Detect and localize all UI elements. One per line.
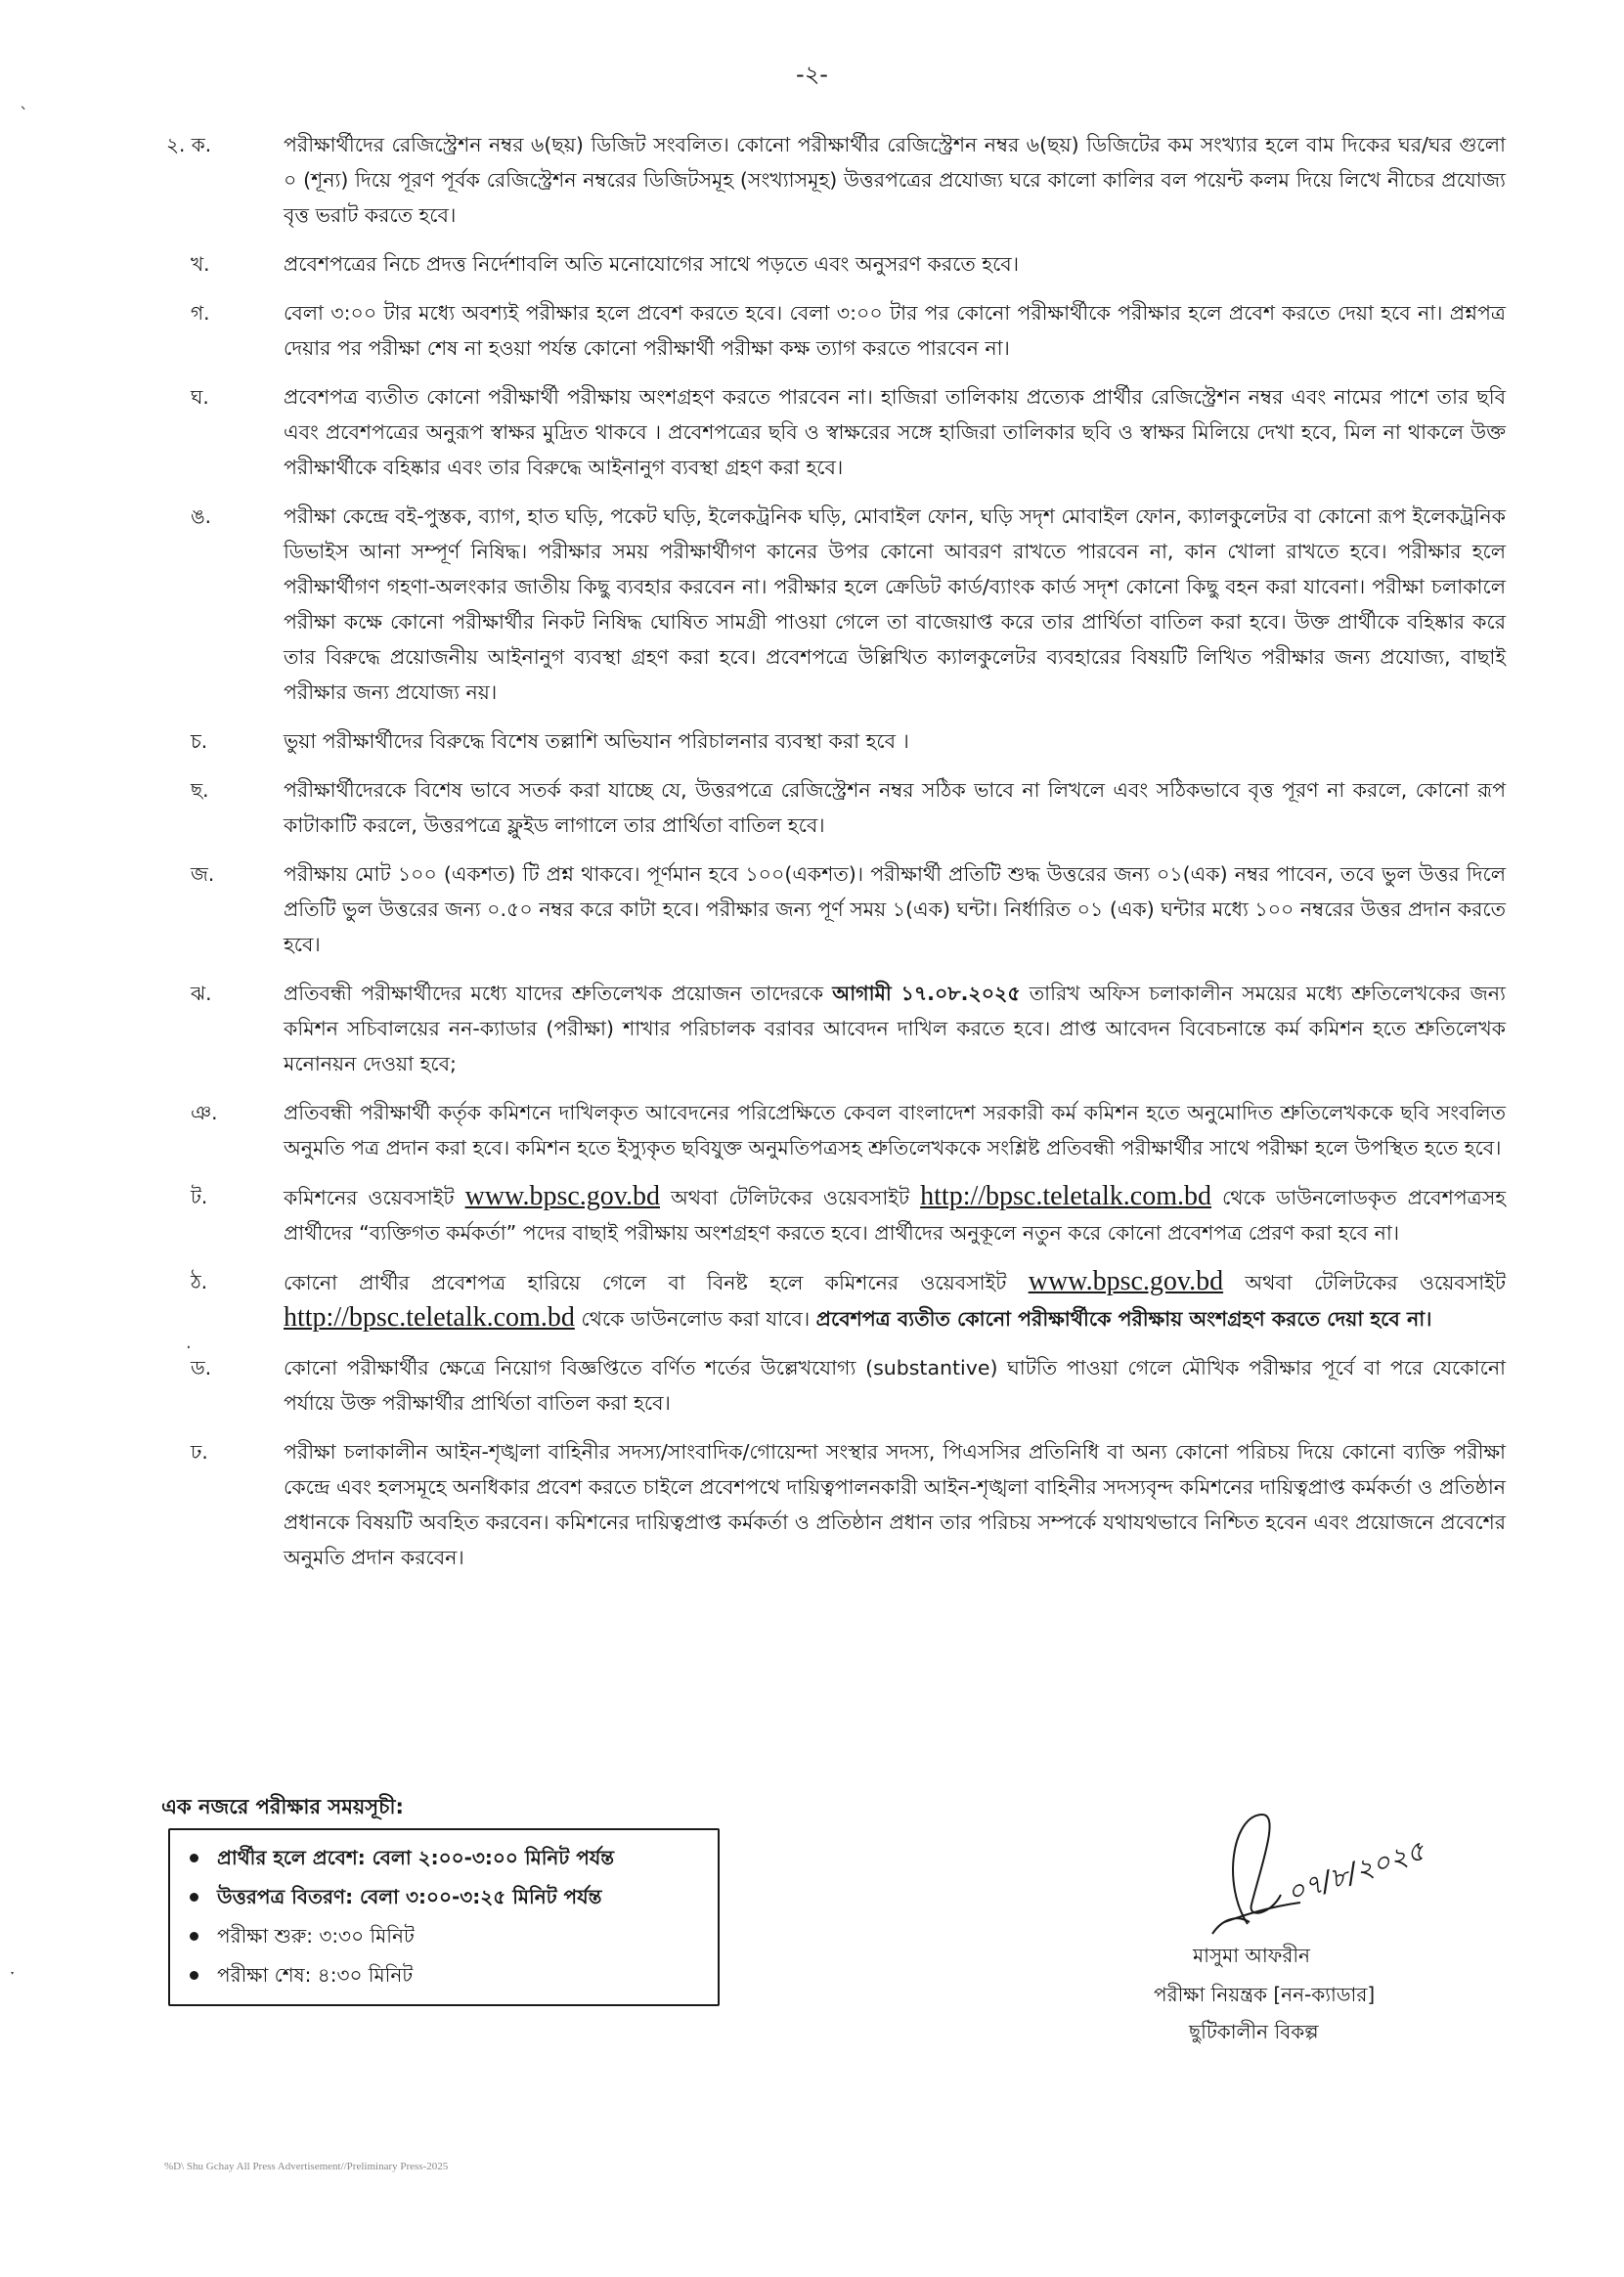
item-marker: গ. [191, 301, 210, 325]
item-marker: ঞ. [191, 1101, 218, 1124]
item-text [284, 976, 1506, 1081]
handwritten-signature [1154, 1797, 1447, 1944]
item-text: কোনো পরীক্ষার্থীর ক্ষেত্রে নিয়োগ বিজ্ঞপ্তিতে বর্ণিত শর্তের উল্লেখযোগ্য (substantive) ঘাটতি পাওয়া গেলে মৌখিক পরীক্ষার পূর্বে বা পরে যেকোনো পর্যায়ে উক্ত পরীক্ষার্থীর প্রার্থিতা বাতিল করা হবে। [284, 1356, 1506, 1415]
list-item [166, 1264, 1506, 1336]
item-marker: চ. [191, 729, 208, 753]
bullet-icon [190, 1971, 198, 1980]
item-marker: ড. [191, 1356, 212, 1379]
item-text-part: কমিশনের ওয়েবসাইট [284, 1186, 465, 1209]
item-text [284, 1179, 1506, 1250]
schedule-entry [170, 1838, 718, 1877]
item-marker: খ. [191, 252, 210, 276]
signatory-name: মাসুমা আফরীন [1193, 1944, 1310, 1967]
scan-mark: ˎ [20, 90, 28, 110]
list-item [166, 772, 1506, 843]
teletalk-website-link[interactable]: http://bpsc.teletalk.com.bd [920, 1181, 1211, 1211]
signatory-status: ছুটিকালীন বিকল্প [1189, 2020, 1319, 2043]
list-item [166, 246, 1506, 282]
bullet-icon [190, 1932, 198, 1941]
bpsc-website-link[interactable]: www.bpsc.gov.bd [464, 1181, 660, 1211]
list-item [166, 1179, 1506, 1250]
bullet-icon [190, 1854, 198, 1862]
signature-block [1154, 1797, 1447, 2043]
item-text-part: থেকে ডাউনলোডকৃত প্রবেশপত্রসহ প্রার্থীদের “ব্যক্তিগত কর্মকর্তা” পদের বাছাই পরীক্ষায় অংশগ্রহণ করতে হবে। প্রার্থীদের অনুকূলে নতুন করে কোনো প্রবেশপত্র প্রেরণ করা হবে না। [284, 1186, 1507, 1245]
item-text-part: অথবা টেলিটকের ওয়েবসাইট [1223, 1271, 1506, 1294]
bullet-icon [190, 1893, 198, 1902]
signatory-designation: পরীক্ষা নিয়ন্ত্রক [নন-ক্যাডার] [1154, 1983, 1376, 2006]
item-text-part: কোনো প্রার্থীর প্রবেশপত্র হারিয়ে গেলে বা বিনষ্ট হলে কমিশনের ওয়েবসাইট [284, 1271, 1029, 1294]
item-marker: ছ. [191, 778, 209, 802]
schedule-entry-text: উত্তরপত্র বিতরণ: বেলা ৩:০০-৩:২৫ মিনিট পর্যন্ত [217, 1885, 602, 1908]
list-item [166, 856, 1506, 962]
item-text-part: থেকে ডাউনলোড করা যাবে। [574, 1307, 816, 1331]
item-text-part: অথবা টেলিটকের ওয়েবসাইট [659, 1186, 921, 1209]
scan-mark: · [186, 1337, 192, 1358]
signature-date: ০৭/৮/২০২৫ [1282, 1834, 1429, 1909]
item-text: প্রতিবন্ধী পরীক্ষার্থী কর্তৃক কমিশনে দাখিলকৃত আবেদনের পরিপ্রেক্ষিতে কেবল বাংলাদেশ সরকারী কর্ম কমিশন হতে অনুমোদিত শ্রুতিলেখককে ছবি সংবলিত অনুমতি পত্র প্রদান করা হবে। কমিশন হতে ইস্যুকৃত ছবিযুক্ত অনুমতিপত্রসহ শ্রুতিলেখককে সংশ্লিষ্ট প্রতিবন্ধী পরীক্ষার্থীর সাথে পরীক্ষা হলে উপস্থিত হতে হবে। [284, 1101, 1506, 1160]
schedule-entry [170, 1916, 718, 1955]
item-text: ভুয়া পরীক্ষার্থীদের বিরুদ্ধে বিশেষ তল্লাশি অভিযান পরিচালনার ব্যবস্থা করা হবে । [284, 729, 909, 753]
item-text-part: প্রতিবন্ধী পরীক্ষার্থীদের মধ্যে যাদের শ্রুতিলেখক প্রয়োজন তাদেরকে [284, 982, 833, 1005]
item-marker: জ. [191, 862, 215, 886]
schedule-heading: এক নজরে পরীক্ষার সময়সূচী: [161, 1795, 404, 1818]
item-text: পরীক্ষার্থীদেরকে বিশেষ ভাবে সতর্ক করা যাচ্ছে যে, উত্তরপত্রে রেজিস্ট্রেশন নম্বর সঠিক ভাবে না লিখলে এবং সঠিকভাবে বৃত্ত পূরণ না করলে, কোনো রূপ কাটাকাটি করলে, উত্তরপত্রে ফ্লুইড লাগালে তার প্রার্থিতা বাতিল হবে। [284, 778, 1506, 837]
schedule-entry-text: পরীক্ষা শুরু: ৩:৩০ মিনিট [217, 1924, 415, 1948]
item-text: পরীক্ষায় মোট ১০০ (একশত) টি প্রশ্ন থাকবে। পূর্ণমান হবে ১০০(একশত)। পরীক্ষার্থী প্রতিটি শুদ্ধ উত্তরের জন্য ০১(এক) নম্বর পাবেন, তবে ভুল উত্তর দিলে প্রতিটি ভুল উত্তরের জন্য ০.৫০ নম্বর করে কাটা হবে। পরীক্ষার জন্য পূর্ণ সময় ১(এক) ঘন্টা। নির্ধারিত ০১ (এক) ঘন্টার মধ্যে ১০০ নম্বরের উত্তর প্রদান করতে হবে। [284, 862, 1506, 956]
item-marker: ট. [191, 1185, 208, 1208]
item-marker: ঠ. [191, 1270, 208, 1293]
list-item [166, 499, 1506, 710]
item-text: প্রবেশপত্রের নিচে প্রদত্ত নির্দেশাবলি অতি মনোযোগের সাথে পড়তে এবং অনুসরণ করতে হবে। [284, 252, 1020, 276]
schedule-box [168, 1828, 720, 2006]
schedule-entry-text: পরীক্ষা শেষ: ৪:৩০ মিনিট [217, 1963, 414, 1987]
item-text: পরীক্ষার্থীদের রেজিস্ট্রেশন নম্বর ৬(ছয়) ডিজিট সংবলিত। কোনো পরীক্ষার্থীর রেজিস্ট্রেশন নম্বর ৬(ছয়) ডিজিটের কম সংখ্যার হলে বাম দিকের ঘর/ঘর গুলো ০ (শূন্য) দিয়ে পূরণ পূর্বক রেজিস্ট্রেশন নম্বরের ডিজিটসমূহ (সংখ্যাসমূহ) উত্তরপত্রের প্রযোজ্য ঘরে কালো কালির বল পয়েন্ট কলম দিয়ে লিখে নীচের প্রযোজ্য বৃত্ত ভরাট করতে হবে। [284, 133, 1506, 227]
item-marker: ঢ. [191, 1440, 208, 1464]
list-item [166, 127, 1506, 233]
bpsc-website-link[interactable]: www.bpsc.gov.bd [1028, 1266, 1224, 1296]
list-item [166, 1434, 1506, 1575]
teletalk-website-link[interactable]: http://bpsc.teletalk.com.bd [284, 1302, 575, 1333]
schedule-list [170, 1830, 718, 1994]
page-number: -২- [796, 61, 828, 88]
deadline-date: আগামী ১৭.০৮.২০২৫ [832, 982, 1021, 1005]
item-text: বেলা ৩:০০ টার মধ্যে অবশ্যই পরীক্ষার হলে প্রবেশ করতে হবে। বেলা ৩:০০ টার পর কোনো পরীক্ষার্থীকে পরীক্ষার হলে প্রবেশ করতে দেয়া হবে না। প্রশ্নপত্র দেয়ার পর পরীক্ষা শেষ না হওয়া পর্যন্ত কোনো পরীক্ষার্থী পরীক্ষা কক্ষ ত্যাগ করতে পারবেন না। [284, 301, 1506, 360]
instruction-list [166, 127, 1506, 1589]
item-marker: ঝ. [191, 982, 212, 1005]
schedule-entry-text: প্রার্থীর হলে প্রবেশ: বেলা ২:০০-৩:০০ মিনিট পর্যন্ত [217, 1846, 615, 1869]
item-text: প্রবেশপত্র ব্যতীত কোনো পরীক্ষার্থী পরীক্ষায় অংশগ্রহণ করতে পারবেন না। হাজিরা তালিকায় প্রত্যেক প্রার্থীর রেজিস্ট্রেশন নম্বর এবং নামের পাশে তার ছবি এবং প্রবেশপত্রের অনুরূপ স্বাক্ষর মুদ্রিত থাকবে । প্রবেশপত্রের ছবি ও স্বাক্ষরের সঙ্গে হাজিরা তালিকার ছবি ও স্বাক্ষর মিলিয়ে দেখা হবে, মিল না থাকলে উক্ত পরীক্ষার্থীকে বহিষ্কার এবং তার বিরুদ্ধে আইনানুগ ব্যবস্থা গ্রহণ করা হবে। [284, 385, 1506, 479]
admit-card-warning: প্রবেশপত্র ব্যতীত কোনো পরীক্ষার্থীকে পরীক্ষায় অংশগ্রহণ করতে দেয়া হবে না। [815, 1307, 1432, 1331]
list-item [166, 1350, 1506, 1421]
list-item [166, 295, 1506, 366]
list-item [166, 379, 1506, 485]
item-marker: ঙ. [191, 504, 212, 528]
schedule-entry [170, 1877, 718, 1916]
item-text-part: তারিখ অফিস চলাকালীন সময়ের মধ্যে শ্রুতিলেখকের জন্য কমিশন সচিবালয়ের নন-ক্যাডার (পরীক্ষা) শাখার পরিচালক বরাবর আবেদন দাখিল করতে হবে। প্রাপ্ত আবেদন বিবেচনান্তে কর্ম কমিশন হতে শ্রুতিলেখক মনোনয়ন দেওয়া হবে; [284, 982, 1506, 1075]
item-marker: ২. ক. [166, 133, 212, 156]
footer-note: %D\ Shu Gchay All Press Advertisement//Preliminary Press-2025 [164, 2161, 449, 2172]
item-text [284, 1264, 1506, 1336]
list-item [166, 723, 1506, 759]
item-text: পরীক্ষা চলাকালীন আইন-শৃঙ্খলা বাহিনীর সদস্য/সাংবাদিক/গোয়েন্দা সংস্থার সদস্য, পিএসসির প্রতিনিধি বা অন্য কোনো পরিচয় দিয়ে কোনো ব্যক্তি পরীক্ষা কেন্দ্রে এবং হলসমূহে অনধিকার প্রবেশ করতে চাইলে প্রবেশপথে দায়িত্বপালনকারী আইন-শৃঙ্খলা বাহিনীর সদস্যবৃন্দ কমিশনের দায়িত্বপ্রাপ্ত কর্মকর্তা ও প্রতিষ্ঠান প্রধানকে বিষয়টি অবহিত করবেন। কমিশনের দায়িত্বপ্রাপ্ত কর্মকর্তা ও প্রতিষ্ঠান প্রধান তার পরিচয় সম্পর্কে যথাযথভাবে নিশ্চিত হবেন এবং প্রয়োজনে প্রবেশের অনুমতি প্রদান করবেন। [284, 1440, 1506, 1569]
schedule-entry [170, 1955, 718, 1994]
item-marker: ঘ. [191, 385, 209, 409]
scan-mark: ˑ [10, 1965, 17, 1986]
list-item [166, 976, 1506, 1081]
list-item [166, 1095, 1506, 1165]
item-text: পরীক্ষা কেন্দ্রে বই-পুস্তক, ব্যাগ, হাত ঘড়ি, পকেট ঘড়ি, ইলেকট্রনিক ঘড়ি, মোবাইল ফোন, ঘড়ি সদৃশ মোবাইল ফোন, ক্যালকুলেটর বা কোনো রূপ ইলেকট্রনিক ডিভাইস আনা সম্পূর্ণ নিষিদ্ধ। পরীক্ষার সময় পরীক্ষার্থীগণ কানের উপর কোনো আবরণ রাখতে পারবেন না, কান খোলা রাখতে হবে। পরীক্ষার হলে পরীক্ষার্থীগণ গহণা-অলংকার জাতীয় কিছু ব্যবহার করবেন না। পরীক্ষার হলে ক্রেডিট কার্ড/ব্যাংক কার্ড সদৃশ কোনো কিছু বহন করা যাবেনা। পরীক্ষা চলাকালে পরীক্ষা কক্ষে কোনো পরীক্ষার্থীর নিকট নিষিদ্ধ ঘোষিত সামগ্রী পাওয়া গেলে তা বাজেয়াপ্ত করে তার প্রার্থিতা বাতিল করা হবে। উক্ত প্রার্থীকে বহিষ্কার করে তার বিরুদ্ধে প্রয়োজনীয় আইনানুগ ব্যবস্থা গ্রহণ করা হবে। প্রবেশপত্রে উল্লিখিত ক্যালকুলেটর ব্যবহারের বিষয়টি লিখিত পরীক্ষার জন্য প্রযোজ্য, বাছাই পরীক্ষার জন্য প্রযোজ্য নয়। [284, 504, 1506, 704]
